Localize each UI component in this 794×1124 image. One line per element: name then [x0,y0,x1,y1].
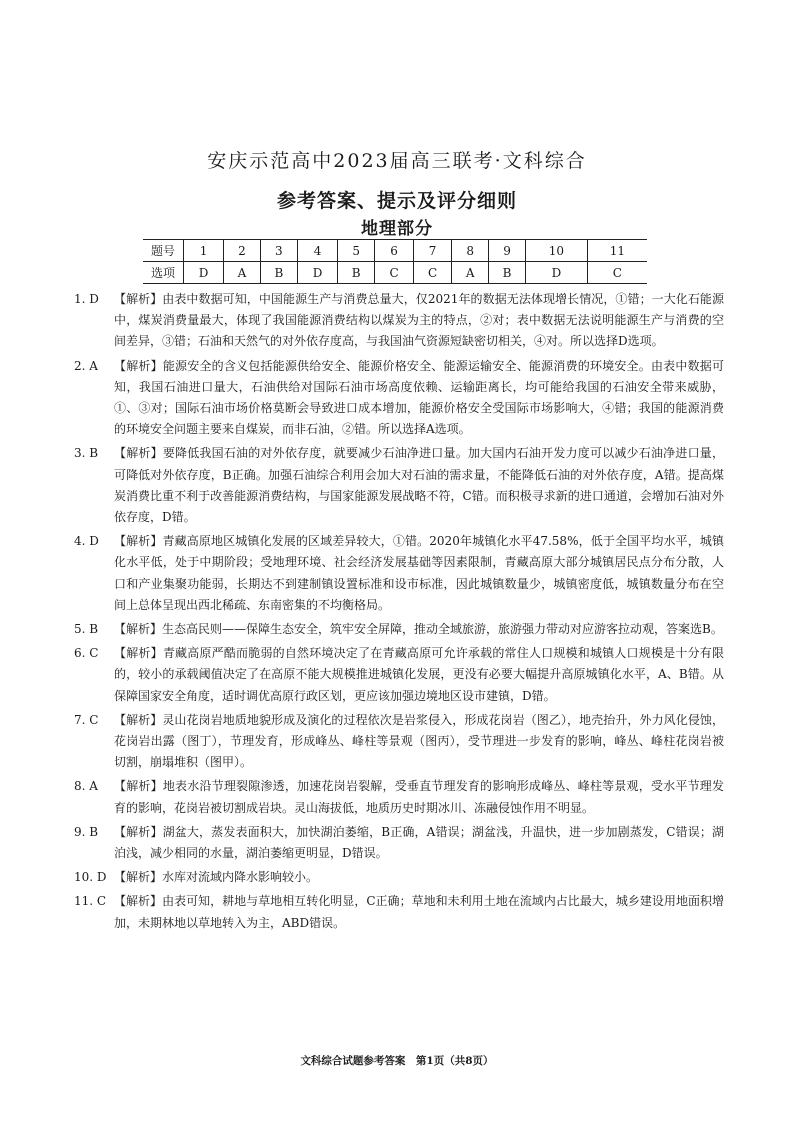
item-text: 【解析】湖盆大，蒸发表面积大，加快湖泊萎缩，B正确，A错误；湖盆浅，升温快，进一步加剧蒸发，C错误；湖泊浅，减少相同的水量，湖泊萎缩更明显，D错误。 [114,824,724,861]
question-number: 7 [413,240,452,262]
answer-option: C [587,262,647,284]
item-number: 4. D [74,534,99,549]
item-text: 【解析】青藏高原严酷而脆弱的自然环境决定了在青藏高原可允许承载的常住人口规模和城镇人口规模是十分有限的，较小的承载阈值决定了在高原不能大规模推进城镇化发展，更没有必要大幅提升高原城镇化水平，A、B错。从保障国家安全角度，适时调优高原行政区划，更应该加强边境地区设市建镇，D错。 [114,646,724,703]
question-number: 5 [338,240,375,262]
question-number: 11 [587,240,647,262]
explanation-item [74,822,724,864]
section-heading: 地理部分 [361,219,433,239]
explanation-item [74,710,724,774]
item-text: 【解析】生态高民则——保障生态安全，筑牢安全屏障，推动全域旅游，旅游强力带动对应游客拉动观，答案选B。 [114,622,723,637]
explanation-item [74,776,724,818]
item-text: 【解析】青藏高原地区城镇化发展的区域差异较大，①错。2020年城镇化水平47.58%，低于全国平均水平，城镇化水平低，处于中期阶段；受地理环境、社会经济发展基础等因素限制，青藏高原大部分城镇居民点分布分散，人口和产业集聚功能弱，长期达不到建制镇设置标准和设市标准，因此城镇数量少，城镇密度低，城镇数量分布在空间上总体呈现出西北稀疏、东南密集的不均衡格局。 [114,534,724,612]
item-text: 【解析】要降低我国石油的对外依存度，就要减少石油净进口量。加大国内石油开发力度可以减少石油净进口量，可降低对外依存度，B正确。加强石油综合利用会加大对石油的需求量，不能降低石油的对外依存度，A错。提高煤炭消费比重不利于改善能源消费结构，与国家能源发展战略不符，C错。而积极寻求新的进口通道，会增加石油对外依存度，D错。 [114,446,724,525]
answer-key-subtitle: 参考答案、提示及评分细则 [276,190,517,212]
answer-option-row [143,262,647,284]
question-number: 3 [260,240,297,262]
item-text: 【解析】水库对流域内降水影响较小。 [114,870,319,885]
question-number: 9 [488,240,525,262]
item-number: 10. D [74,870,107,885]
explanation-item [74,891,724,933]
item-number: 11. C [74,894,107,909]
explanation-item [74,356,724,441]
answer-option: C [375,262,414,284]
item-text: 【解析】灵山花岗岩地质地貌形成及演化的过程依次是岩浆侵入，形成花岗岩（图乙），地壳抬升，外力风化侵蚀，花岗岩出露（图丁），节理发育，形成峰丛、峰柱等景观（图丙），受节理进一步发育的影响，峰丛、峰柱花岗岩被切割，崩塌堆积（图甲）。 [114,712,724,770]
answer-option: B [260,262,297,284]
explanation-item [74,289,724,353]
item-text: 【解析】由表中数据可知，中国能源生产与消费总量大，仅2021年的数据无法体现增长情况，①错；一大化石能源中，煤炭消费量最大，体现了我国能源消费结构以煤炭为主的特点，②对；表中数据无法说明能源生产与消费的空间差异，③错；石油和天然气的对外依存度高，与我国油气资源短缺密切相关，④对。所以选择D选项。 [114,292,724,349]
row-label-option: 选项 [143,262,184,284]
item-text: 【解析】能源安全的含义包括能源供给安全、能源价格安全、能源运输安全、能源消费的环境安全。由表中数据可知，我国石油进口量大，石油供给对国际石油市场高度依赖、运输距离长，均可能给我国的石油安全带来威胁，①、③对；国际石油市场价格莫断会导致进口成本增加，能源价格安全受国际市场影响大，④错；我国的能源消费的环境安全问题主要来自煤炭，而非石油，②错。所以选择A选项。 [114,358,724,437]
explanation-item [74,443,724,528]
question-number: 8 [452,240,489,262]
question-number: 1 [184,240,224,262]
item-number: 5. B [74,622,99,637]
row-label-question: 题号 [143,240,184,262]
question-number-row [143,240,647,262]
answer-option: A [452,262,489,284]
item-text: 【解析】由表可知，耕地与草地相互转化明显，C正确；草地和未利用土地在流域内占比最大，城乡建设用地面积增加，未期林地以草地转入为主，ABD错误。 [114,894,724,930]
item-number: 6. C [74,646,99,661]
question-number: 10 [526,240,588,262]
explanation-item [74,867,724,888]
explanation-item [74,531,724,616]
answer-option: B [488,262,525,284]
answer-option: D [297,262,337,284]
answer-table [143,239,647,284]
explanation-item [74,619,724,640]
item-number: 1. D [74,292,99,306]
answer-option: A [224,262,261,284]
question-number: 6 [375,240,414,262]
item-number: 8. A [74,779,98,794]
question-number: 2 [224,240,261,262]
question-number: 4 [297,240,337,262]
item-number: 7. C [74,712,99,727]
exam-title: 安庆示范高中2023届高三联考·文科综合 [207,150,587,172]
explanation-item [74,643,724,707]
answer-option: B [338,262,375,284]
item-number: 3. B [74,446,99,461]
explanation-list [74,289,724,937]
answer-option: C [413,262,452,284]
item-number: 9. B [74,824,99,839]
item-text: 【解析】地表水沿节理裂隙渗透，加速花岗岩裂解，受垂直节理发育的影响形成峰丛、峰柱等景观，受水平节理发育的影响，花岗岩被切割成岩块。灵山海拔低，地质历史时期冰川、冻融侵蚀作用不明显。 [114,779,724,815]
page-footer: 文科综合试题参考答案 第1页（共8页） [300,1055,494,1067]
item-number: 2. A [74,358,98,373]
answer-option: D [184,262,224,284]
answer-option: D [526,262,588,284]
